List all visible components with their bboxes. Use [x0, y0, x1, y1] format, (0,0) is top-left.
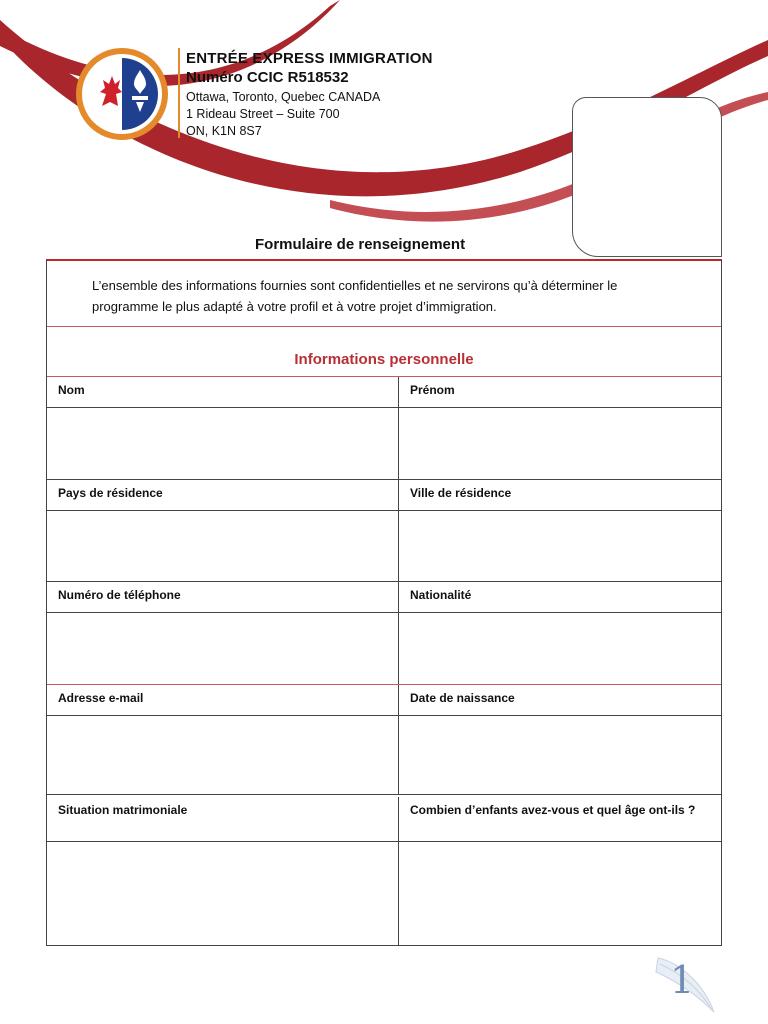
label-telephone: Numéro de téléphone — [47, 582, 399, 612]
notice-line-1: L’ensemble des informations fournies sont confidentielles et ne servirons qu’à déterminer le — [92, 278, 618, 293]
logo-divider — [178, 48, 180, 138]
company-street: 1 Rideau Street – Suite 700 — [186, 106, 340, 121]
label-pays: Pays de résidence — [47, 480, 399, 510]
input-row — [47, 613, 721, 685]
label-row — [47, 377, 721, 408]
label-enfants: Combien d’enfants avez-vous et quel âge ont-ils ? — [410, 803, 696, 817]
label-email: Adresse e-mail — [47, 685, 399, 715]
company-name: ENTRÉE EXPRESS IMMIGRATION — [186, 50, 433, 67]
label-ville: Ville de résidence — [410, 486, 512, 500]
naissance-field[interactable] — [399, 716, 721, 794]
form-title: Formulaire de renseignement — [255, 236, 466, 253]
label-row — [47, 582, 721, 613]
label-situation: Situation matrimoniale — [47, 797, 399, 841]
label-nom: Nom — [47, 377, 399, 407]
photo-placeholder-box[interactable] — [572, 97, 722, 257]
label-row — [47, 480, 721, 511]
confidentiality-notice — [47, 261, 721, 327]
notice-line-2: programme le plus adapté à votre profil et à votre projet d’immigration. — [92, 299, 497, 314]
telephone-field[interactable] — [47, 613, 399, 684]
ville-field[interactable] — [399, 511, 721, 581]
input-row — [47, 842, 721, 945]
nom-field[interactable] — [47, 408, 399, 479]
email-field[interactable] — [47, 716, 399, 794]
ccic-number: Numéro CCIC R518532 — [186, 69, 349, 87]
enfants-field[interactable] — [399, 842, 721, 945]
page-number-text: 1 — [670, 958, 695, 1002]
company-header — [186, 50, 433, 139]
label-nationalite: Nationalité — [410, 588, 472, 602]
section-title: Informations personnelle — [47, 327, 721, 377]
page-number — [648, 952, 718, 1016]
input-row — [47, 716, 721, 795]
input-row — [47, 511, 721, 582]
input-row — [47, 408, 721, 480]
label-prenom: Prénom — [410, 383, 455, 397]
situation-field[interactable] — [47, 842, 399, 945]
label-naissance: Date de naissance — [410, 691, 515, 705]
information-form — [46, 259, 722, 946]
nationalite-field[interactable] — [399, 613, 721, 684]
company-postal: ON, K1N 8S7 — [186, 124, 262, 139]
pays-field[interactable] — [47, 511, 399, 581]
company-logo — [76, 48, 168, 140]
label-row — [47, 795, 721, 842]
company-cities: Ottawa, Toronto, Quebec CANADA — [186, 89, 381, 104]
prenom-field[interactable] — [399, 408, 721, 479]
label-row — [47, 685, 721, 716]
